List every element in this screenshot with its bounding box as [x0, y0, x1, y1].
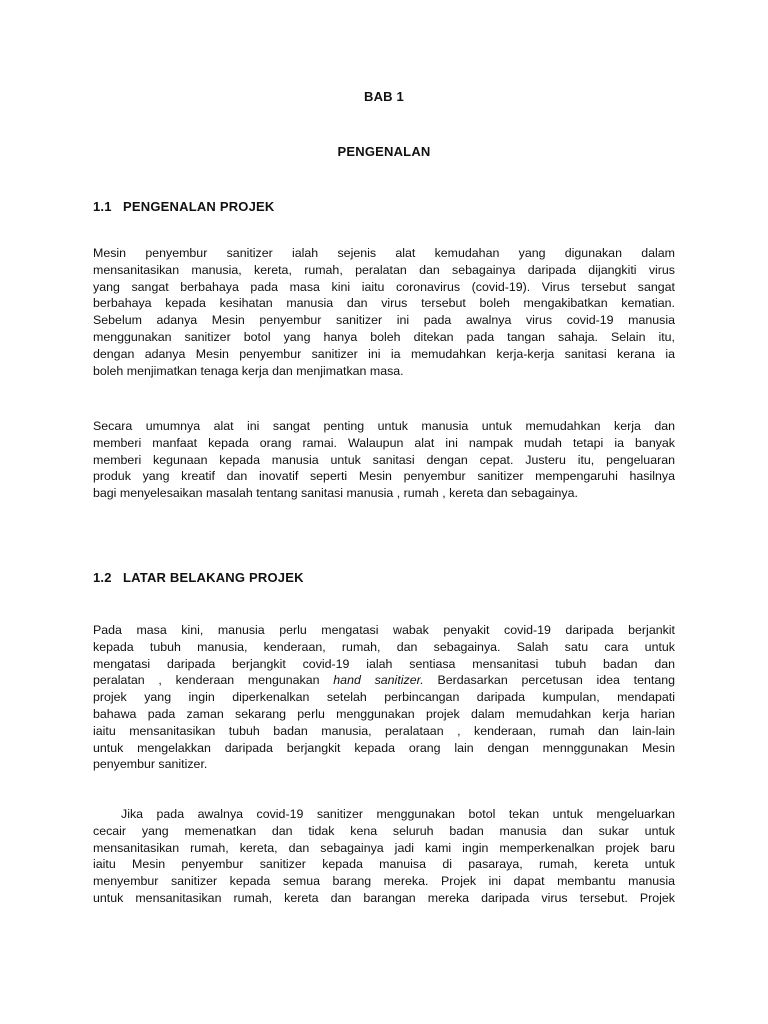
paragraph-line: bahawa pada zaman sekarang perlu menggunakan projek dalam memudahkan kerja harian — [93, 706, 675, 721]
paragraph — [93, 418, 675, 502]
paragraph — [93, 806, 675, 907]
paragraph-line: penyembur sanitizer. — [93, 757, 208, 772]
paragraph-line: kepada tubuh manusia, kenderaan, rumah, dan sebagainya. Salah satu cara untuk — [93, 639, 675, 654]
paragraph-line: iaitu Mesin penyembur sanitizer kepada manuisa di pasaraya, rumah, kereta untuk — [93, 857, 675, 872]
paragraph-line: cecair yang memenatkan dan tidak kena seluruh badan manusia dan sukar untuk — [93, 823, 675, 838]
paragraph-line: untuk mensanitasikan rumah, kereta dan barangan mereka daripada virus tersebut. Projek — [93, 890, 675, 905]
paragraph-line: mensanitasikan manusia, kereta, rumah, peralatan dan sebagainya daripada dijangkiti virus — [93, 262, 675, 277]
paragraph — [93, 622, 675, 773]
paragraph-line: memberi manfaat kepada orang ramai. Walaupun alat ini nampak mudah tetapi ia banyak — [93, 435, 675, 450]
paragraph-line: berbahaya kepada kesihatan manusia dan virus tersebut boleh mengakibatkan kematian. — [93, 296, 675, 311]
paragraph-line: boleh menjimatkan tenaga kerja dan menjimatkan masa. — [93, 363, 404, 378]
paragraph — [93, 245, 675, 379]
paragraph-line: produk yang kreatif dan inovatif seperti Mesin penyembur sanitizer mempengaruhi hasilnya — [93, 469, 675, 484]
paragraph-line: projek yang ingin diperkenalkan setelah perbincangan daripada kumpulan, mendapati — [93, 690, 675, 705]
chapter-subtitle: PENGENALAN — [337, 144, 431, 159]
chapter-title: BAB 1 — [363, 89, 404, 104]
paragraph-line: menyembur sanitizer kepada semua barang mereka. Projek ini dapat membantu manusia — [93, 874, 675, 889]
text-segment: Berdasarkan percetusan idea tentang — [423, 673, 675, 688]
paragraph-line: dengan adanya Mesin penyembur sanitizer ini ia memudahkan kerja-kerja sanitasi kerana ia — [93, 346, 675, 361]
italic-term: hand sanitizer. — [333, 673, 424, 688]
paragraph-line: mensanitasikan rumah, kereta, dan sebagainya jadi kami ingin memperkenalkan projek baru — [93, 840, 675, 855]
section-heading-1-2 — [93, 570, 304, 585]
paragraph-line-with-italic — [93, 672, 675, 689]
paragraph-line: Pada masa kini, manusia perlu mengatasi wabak penyakit covid-19 daripada berjankit — [93, 623, 675, 637]
paragraph-line: bagi menyelesaikan masalah tentang sanitasi manusia , rumah , kereta dan sebagainya. — [93, 486, 578, 501]
section-heading-1-1 — [93, 199, 274, 214]
section-number: 1.2 — [93, 570, 112, 585]
paragraph-line: Sebelum adanya Mesin penyembur sanitizer ini pada awalnya virus covid-19 manusia — [93, 313, 675, 328]
paragraph-line: menggunakan sanitizer botol yang hanya boleh ditekan pada tangan sahaja. Selain itu, — [93, 329, 675, 344]
paragraph-line: yang sangat berbahaya pada masa kini iaitu coronavirus (covid-19). Virus tersebut sangat — [93, 279, 675, 294]
paragraph-line: mengatasi daripada berjangkit covid-19 ialah sentiasa mensanitasi tubuh badan dan — [93, 656, 675, 671]
paragraph-line: untuk mengelakkan daripada berjangkit kepada orang lain dengan mennggunakan Mesin — [93, 740, 675, 755]
paragraph-line: memberi kegunaan kepada manusia untuk sanitasi dengan cepat. Justeru itu, pengeluaran — [93, 452, 675, 467]
paragraph-line: iaitu mensanitasikan tubuh badan manusia, peralataan , kenderaan, rumah dan lain-lain — [93, 723, 675, 738]
section-number: 1.1 — [93, 199, 112, 214]
paragraph-line: Jika pada awalnya covid-19 sanitizer menggunakan botol tekan untuk mengeluarkan — [121, 807, 675, 821]
paragraph-line: Secara umumnya alat ini sangat penting untuk manusia untuk memudahkan kerja dan — [93, 419, 675, 433]
text-segment: peralatan , kenderaan mengunakan — [93, 673, 334, 688]
section-title: LATAR BELAKANG PROJEK — [123, 570, 304, 585]
section-title: PENGENALAN PROJEK — [123, 199, 275, 214]
paragraph-line: Mesin penyembur sanitizer ialah sejenis alat kemudahan yang digunakan dalam — [93, 246, 675, 260]
